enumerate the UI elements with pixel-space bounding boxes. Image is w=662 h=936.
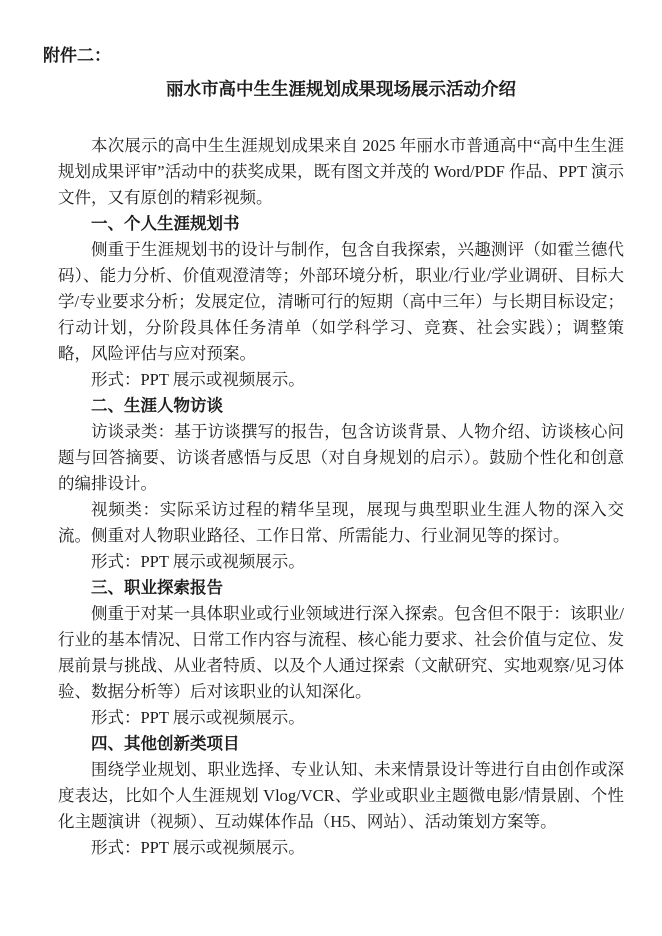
section-other-innovative-projects: [58, 731, 624, 861]
section-career-interview: [58, 393, 624, 575]
section-career-exploration-report: [58, 575, 624, 731]
section-1-heading: 一、个人生涯规划书: [91, 215, 240, 233]
intro-paragraph: 本次展示的高中生生涯规划成果来自 2025 年丽水市普通高中“高中生生涯规划成果评审”活动中的获奖成果，既有图文并茂的 Word/PDF 作品、PPT 演示文件，又有原创的精彩视频。: [58, 136, 624, 207]
section-personal-career-plan: [58, 211, 624, 393]
section-2-paragraph-video: 视频类：实际采访过程的精华呈现，展现与典型职业生涯人物的深入交流。侧重对人物职业路径、工作日常、所需能力、行业洞见等的探讨。: [58, 500, 624, 545]
section-2-heading: 二、生涯人物访谈: [91, 397, 223, 415]
section-1-paragraph: 侧重于生涯规划书的设计与制作，包含自我探索，兴趣测评（如霍兰德代码）、能力分析、价值观澄清等；外部环境分析，职业/行业/学业调研、目标大学/专业要求分析；发展定位，清晰可行的短期（高中三年）与长期目标设定；行动计划，分阶段具体任务清单（如学科学习、竞赛、社会实践）；调整策略，风险评估与应对预案。: [58, 240, 624, 363]
section-3-heading: 三、职业探索报告: [91, 579, 223, 597]
document-title: 丽水市高中生生涯规划成果现场展示活动介绍: [166, 79, 516, 99]
section-1-format-line: 形式：PPT 展示或视频展示。: [91, 370, 305, 389]
section-4-format-line: 形式：PPT 展示或视频展示。: [91, 838, 305, 857]
section-2-format-line: 形式：PPT 展示或视频展示。: [91, 552, 305, 571]
section-3-format-line: 形式：PPT 展示或视频展示。: [91, 708, 305, 727]
section-4-heading: 四、其他创新类项目: [91, 735, 240, 753]
section-3-paragraph: 侧重于对某一具体职业或行业领域进行深入探索。包含但不限于：该职业/行业的基本情况、日常工作内容与流程、核心能力要求、社会价值与定位、发展前景与挑战、从业者特质、以及个人通过探索（文献研究、实地观察/见习体验、数据分析等）后对该职业的认知深化。: [58, 604, 624, 701]
section-2-paragraph-interview-report: 访谈录类：基于访谈撰写的报告，包含访谈背景、人物介绍、访谈核心问题与回答摘要、访谈者感悟与反思（对自身规划的启示）。鼓励个性化和创意的编排设计。: [58, 422, 624, 493]
section-4-paragraph: 围绕学业规划、职业选择、专业认知、未来情景设计等进行自由创作或深度表达，比如个人生涯规划 Vlog/VCR、学业或职业主题微电影/情景剧、个性化主题演讲（视频）、互动媒体作品（H5、网站）、活动策划方案等。: [58, 760, 624, 831]
attachment-label: 附件二：: [43, 46, 111, 65]
